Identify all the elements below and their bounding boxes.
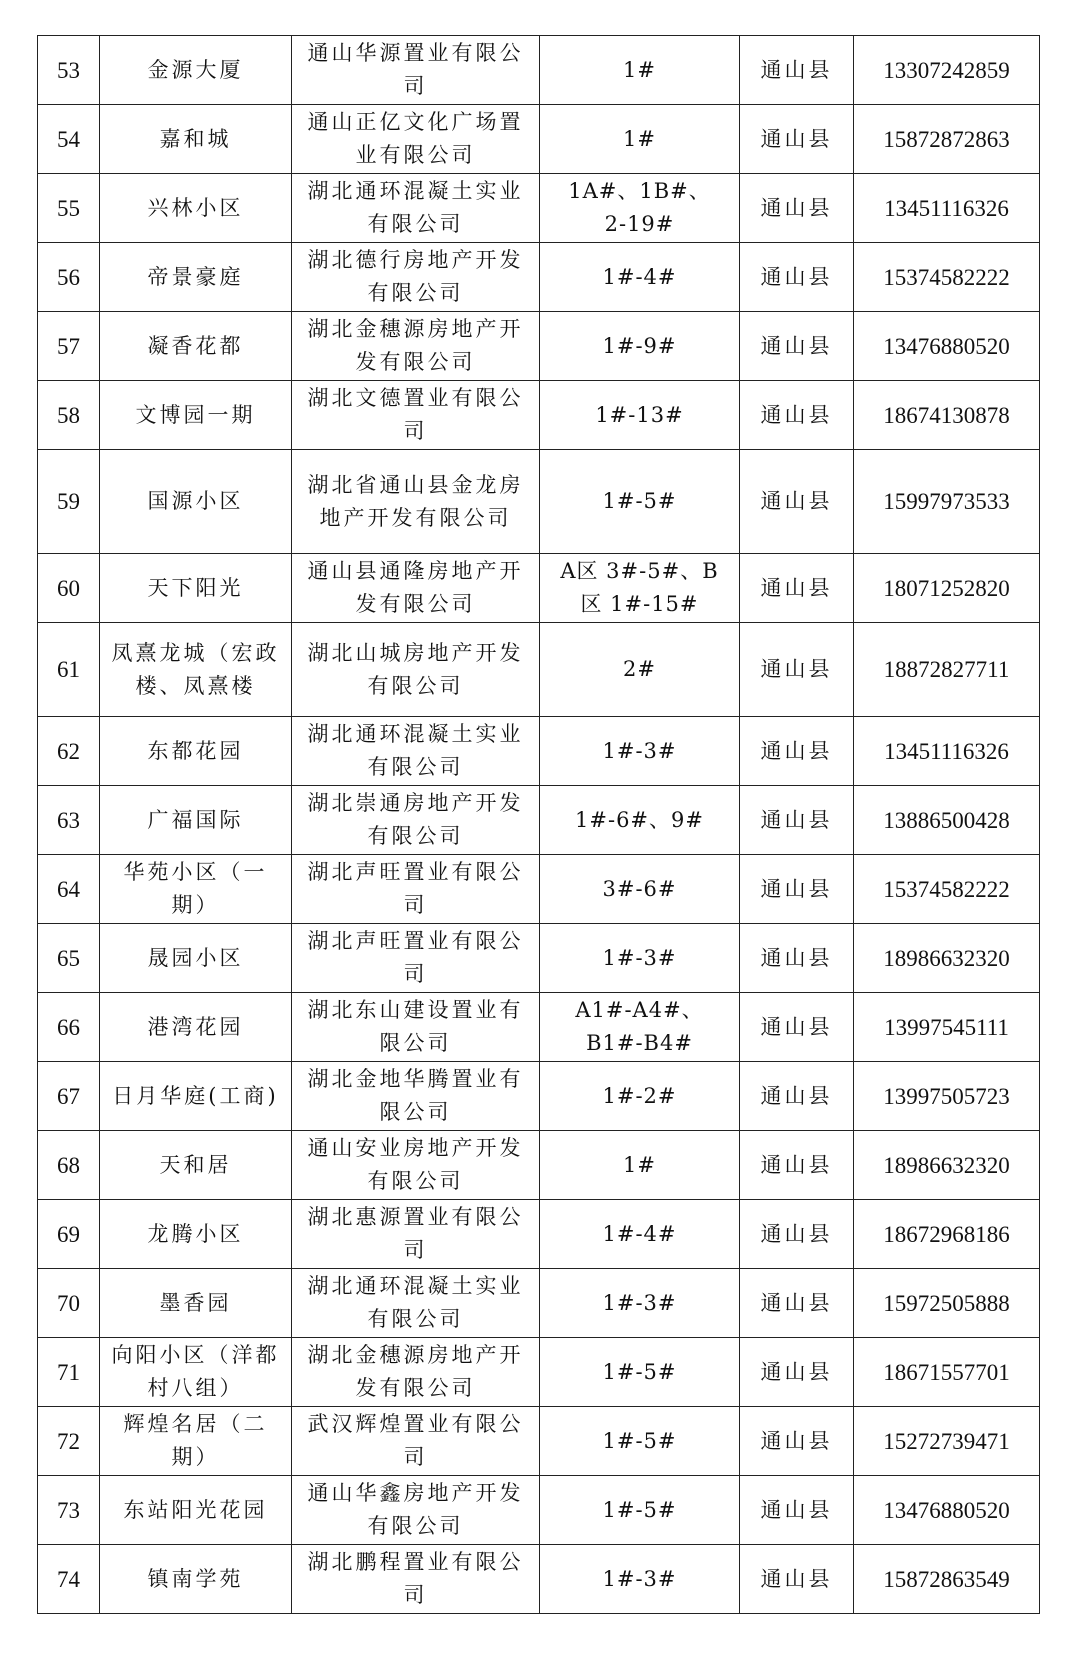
- developer-company: 湖北崇通房地产开发有限公司: [292, 786, 540, 855]
- contact-phone: 13476880520: [854, 312, 1040, 381]
- building-numbers: 1#-5#: [540, 1338, 740, 1407]
- developer-company: 湖北声旺置业有限公司: [292, 855, 540, 924]
- row-number: 64: [38, 855, 100, 924]
- row-number: 66: [38, 993, 100, 1062]
- contact-phone: 13997545111: [854, 993, 1040, 1062]
- community-name: 东都花园: [100, 717, 292, 786]
- community-name: 辉煌名居（二期）: [100, 1407, 292, 1476]
- community-name: 凝香花都: [100, 312, 292, 381]
- table-row: [38, 924, 1040, 993]
- building-numbers: 1#-5#: [540, 1407, 740, 1476]
- community-name: 晟园小区: [100, 924, 292, 993]
- row-number: 67: [38, 1062, 100, 1131]
- row-number: 58: [38, 381, 100, 450]
- table-row: [38, 1545, 1040, 1614]
- table-row: [38, 1200, 1040, 1269]
- community-name: 凤熹龙城（宏政楼、凤熹楼: [100, 623, 292, 717]
- housing-table: [37, 35, 1040, 1614]
- contact-phone: 18672968186: [854, 1200, 1040, 1269]
- contact-phone: 15997973533: [854, 450, 1040, 554]
- building-numbers: A1#-A4#、 B1#-B4#: [540, 993, 740, 1062]
- community-name: 广福国际: [100, 786, 292, 855]
- table-row: [38, 1131, 1040, 1200]
- community-name: 港湾花园: [100, 993, 292, 1062]
- county: 通山县: [740, 1200, 854, 1269]
- contact-phone: 15872863549: [854, 1545, 1040, 1614]
- county: 通山县: [740, 312, 854, 381]
- row-number: 61: [38, 623, 100, 717]
- row-number: 56: [38, 243, 100, 312]
- table-row: [38, 105, 1040, 174]
- county: 通山县: [740, 717, 854, 786]
- developer-company: 湖北山城房地产开发有限公司: [292, 623, 540, 717]
- county: 通山县: [740, 1407, 854, 1476]
- county: 通山县: [740, 1338, 854, 1407]
- building-numbers: 2#: [540, 623, 740, 717]
- developer-company: 湖北通环混凝土实业有限公司: [292, 174, 540, 243]
- county: 通山县: [740, 450, 854, 554]
- table-row: [38, 1338, 1040, 1407]
- contact-phone: 15872872863: [854, 105, 1040, 174]
- developer-company: 通山华源置业有限公司: [292, 36, 540, 105]
- community-name: 天和居: [100, 1131, 292, 1200]
- developer-company: 湖北金穗源房地产开发有限公司: [292, 312, 540, 381]
- contact-phone: 15272739471: [854, 1407, 1040, 1476]
- building-numbers: 1#: [540, 1131, 740, 1200]
- row-number: 70: [38, 1269, 100, 1338]
- county: 通山县: [740, 855, 854, 924]
- table-row: [38, 1062, 1040, 1131]
- table-row: [38, 623, 1040, 717]
- community-name: 华苑小区（一期）: [100, 855, 292, 924]
- row-number: 74: [38, 1545, 100, 1614]
- community-name: 兴林小区: [100, 174, 292, 243]
- county: 通山县: [740, 924, 854, 993]
- table-body: [38, 36, 1040, 1614]
- community-name: 墨香园: [100, 1269, 292, 1338]
- table-row: [38, 786, 1040, 855]
- row-number: 63: [38, 786, 100, 855]
- developer-company: 通山安业房地产开发有限公司: [292, 1131, 540, 1200]
- building-numbers: 3#-6#: [540, 855, 740, 924]
- table-row: [38, 1269, 1040, 1338]
- developer-company: 湖北鹏程置业有限公司: [292, 1545, 540, 1614]
- building-numbers: 1A#、1B#、 2-19#: [540, 174, 740, 243]
- county: 通山县: [740, 243, 854, 312]
- building-numbers: 1#-2#: [540, 1062, 740, 1131]
- contact-phone: 15374582222: [854, 243, 1040, 312]
- developer-company: 湖北东山建设置业有限公司: [292, 993, 540, 1062]
- building-numbers: 1#-9#: [540, 312, 740, 381]
- building-numbers: 1#-4#: [540, 243, 740, 312]
- contact-phone: 13886500428: [854, 786, 1040, 855]
- county: 通山县: [740, 381, 854, 450]
- building-numbers: 1#-13#: [540, 381, 740, 450]
- contact-phone: 13451116326: [854, 174, 1040, 243]
- row-number: 55: [38, 174, 100, 243]
- building-numbers: 1#-3#: [540, 924, 740, 993]
- row-number: 72: [38, 1407, 100, 1476]
- contact-phone: 13997505723: [854, 1062, 1040, 1131]
- developer-company: 通山华鑫房地产开发有限公司: [292, 1476, 540, 1545]
- contact-phone: 15374582222: [854, 855, 1040, 924]
- contact-phone: 18986632320: [854, 1131, 1040, 1200]
- county: 通山县: [740, 105, 854, 174]
- developer-company: 湖北文德置业有限公司: [292, 381, 540, 450]
- table-row: [38, 1407, 1040, 1476]
- row-number: 53: [38, 36, 100, 105]
- community-name: 龙腾小区: [100, 1200, 292, 1269]
- table-row: [38, 993, 1040, 1062]
- contact-phone: 15972505888: [854, 1269, 1040, 1338]
- developer-company: 湖北省通山县金龙房地产开发有限公司: [292, 450, 540, 554]
- contact-phone: 13307242859: [854, 36, 1040, 105]
- county: 通山县: [740, 36, 854, 105]
- developer-company: 湖北金穗源房地产开发有限公司: [292, 1338, 540, 1407]
- community-name: 嘉和城: [100, 105, 292, 174]
- contact-phone: 18872827711: [854, 623, 1040, 717]
- building-numbers: 1#: [540, 36, 740, 105]
- row-number: 54: [38, 105, 100, 174]
- county: 通山县: [740, 786, 854, 855]
- row-number: 60: [38, 554, 100, 623]
- table-row: [38, 717, 1040, 786]
- row-number: 68: [38, 1131, 100, 1200]
- contact-phone: 13451116326: [854, 717, 1040, 786]
- developer-company: 湖北通环混凝土实业有限公司: [292, 1269, 540, 1338]
- table-row: [38, 36, 1040, 105]
- building-numbers: A区 3#-5#、B 区 1#-15#: [540, 554, 740, 623]
- county: 通山县: [740, 1269, 854, 1338]
- building-numbers: 1#-4#: [540, 1200, 740, 1269]
- community-name: 天下阳光: [100, 554, 292, 623]
- building-numbers: 1#: [540, 105, 740, 174]
- building-numbers: 1#-5#: [540, 450, 740, 554]
- row-number: 71: [38, 1338, 100, 1407]
- table-row: [38, 381, 1040, 450]
- table-row: [38, 1476, 1040, 1545]
- table-row: [38, 450, 1040, 554]
- developer-company: 武汉辉煌置业有限公司: [292, 1407, 540, 1476]
- community-name: 国源小区: [100, 450, 292, 554]
- county: 通山县: [740, 993, 854, 1062]
- table-row: [38, 554, 1040, 623]
- county: 通山县: [740, 1062, 854, 1131]
- contact-phone: 13476880520: [854, 1476, 1040, 1545]
- developer-company: 湖北惠源置业有限公司: [292, 1200, 540, 1269]
- building-numbers: 1#-3#: [540, 717, 740, 786]
- building-numbers: 1#-6#、9#: [540, 786, 740, 855]
- developer-company: 湖北通环混凝土实业有限公司: [292, 717, 540, 786]
- county: 通山县: [740, 623, 854, 717]
- table-row: [38, 174, 1040, 243]
- row-number: 69: [38, 1200, 100, 1269]
- county: 通山县: [740, 174, 854, 243]
- row-number: 57: [38, 312, 100, 381]
- building-numbers: 1#-3#: [540, 1545, 740, 1614]
- table-row: [38, 312, 1040, 381]
- community-name: 文博园一期: [100, 381, 292, 450]
- table-row: [38, 243, 1040, 312]
- developer-company: 通山县通隆房地产开发有限公司: [292, 554, 540, 623]
- table-row: [38, 855, 1040, 924]
- contact-phone: 18674130878: [854, 381, 1040, 450]
- developer-company: 湖北金地华腾置业有限公司: [292, 1062, 540, 1131]
- community-name: 向阳小区（洋都村八组）: [100, 1338, 292, 1407]
- community-name: 日月华庭(工商): [100, 1062, 292, 1131]
- community-name: 东站阳光花园: [100, 1476, 292, 1545]
- community-name: 镇南学苑: [100, 1545, 292, 1614]
- county: 通山县: [740, 554, 854, 623]
- county: 通山县: [740, 1476, 854, 1545]
- row-number: 62: [38, 717, 100, 786]
- county: 通山县: [740, 1131, 854, 1200]
- contact-phone: 18671557701: [854, 1338, 1040, 1407]
- community-name: 金源大厦: [100, 36, 292, 105]
- building-numbers: 1#-3#: [540, 1269, 740, 1338]
- row-number: 65: [38, 924, 100, 993]
- row-number: 73: [38, 1476, 100, 1545]
- community-name: 帝景豪庭: [100, 243, 292, 312]
- developer-company: 湖北德行房地产开发有限公司: [292, 243, 540, 312]
- developer-company: 通山正亿文化广场置业有限公司: [292, 105, 540, 174]
- building-numbers: 1#-5#: [540, 1476, 740, 1545]
- row-number: 59: [38, 450, 100, 554]
- contact-phone: 18071252820: [854, 554, 1040, 623]
- contact-phone: 18986632320: [854, 924, 1040, 993]
- developer-company: 湖北声旺置业有限公司: [292, 924, 540, 993]
- county: 通山县: [740, 1545, 854, 1614]
